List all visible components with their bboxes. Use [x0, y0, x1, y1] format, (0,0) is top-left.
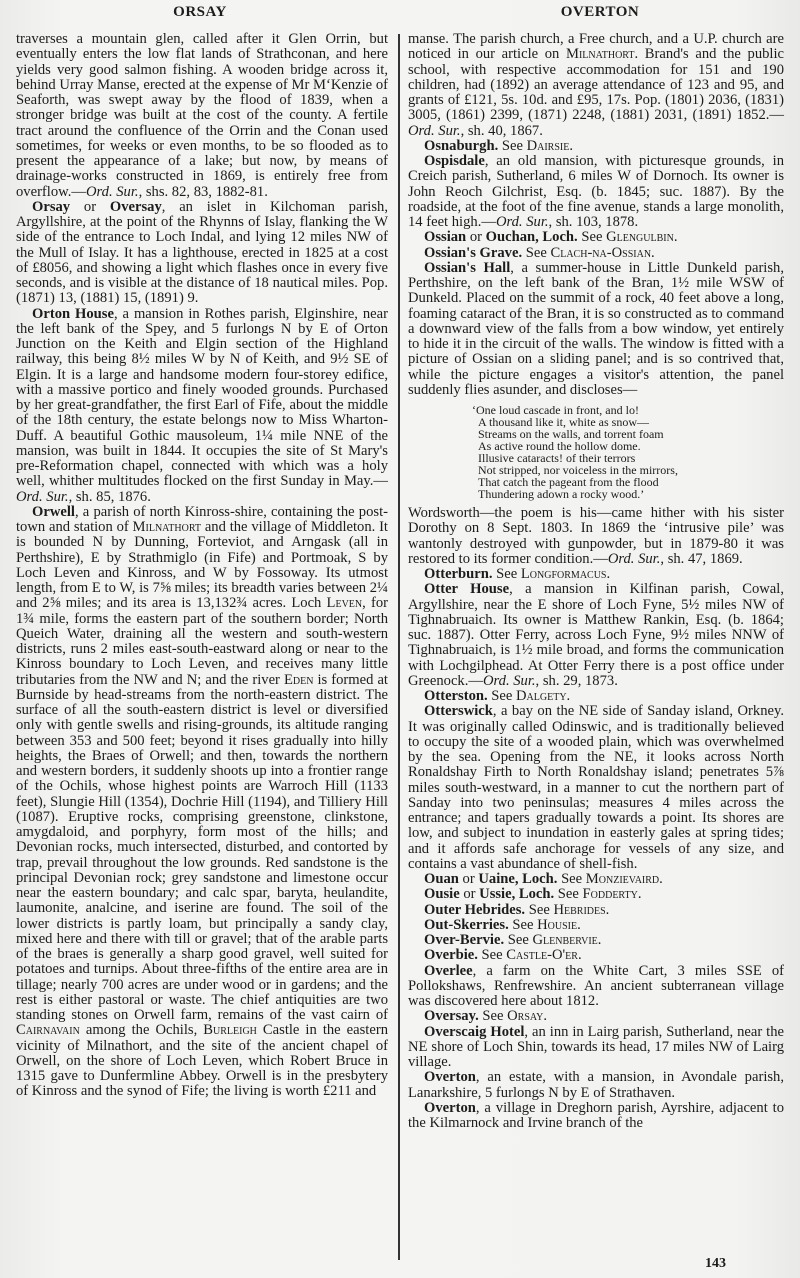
page-number: 143 — [705, 1256, 726, 1271]
cross-reference: Burleigh — [203, 1022, 257, 1039]
entry-heading: Otterston. — [424, 688, 488, 704]
poem-line: Illusive cataracts! of their terrors — [478, 451, 636, 465]
right-column-before-poem — [408, 32, 784, 398]
body-text: . — [543, 1008, 548, 1025]
entry-heading: Uaine, Loch. — [478, 871, 558, 887]
body-text: manse. The parish church, a Free church, and a U.P. church are noticed in our article on — [408, 31, 784, 63]
body-text: See — [498, 137, 527, 154]
body-text: or — [458, 871, 479, 887]
cross-reference: Hebrides — [553, 901, 606, 918]
body-text: See — [477, 947, 507, 964]
cross-reference: Cairnavain — [16, 1022, 80, 1039]
entry-heading: Out-Skerries. — [424, 916, 509, 933]
body-text: See — [522, 244, 551, 261]
body-text: . — [577, 916, 581, 933]
entry-heading: Orton House — [32, 305, 114, 322]
gazetteer-entry — [408, 154, 784, 230]
right-column-after-poem — [408, 506, 784, 1131]
body-text: , shs. 82, 83, 1882-81. — [138, 183, 268, 200]
gazetteer-entry — [408, 872, 784, 887]
gazetteer-entry — [408, 933, 784, 948]
body-text: , a summer-house in Little Dunkeld parish, Perthshire, on the left bank of the Bran, 1½ mile WSW of Dunkeld. Placed on the summit of a rock, 40 feet above a long, foaming cataract of the Bran, it is so constructed as to command a downward view of the falls from a bow window, yet entirely to hide it in the circuit of the walls. The window is fitted with a picture of Ossian on a sliding panel; and is so contrived that, while the picture engages a visitor's attention, the panel suddenly flies asunder, and discloses— — [408, 259, 784, 398]
entry-heading: Ouan — [424, 871, 459, 887]
body-text: See — [525, 901, 554, 918]
cross-reference: Fodderty — [582, 886, 638, 903]
right-column — [408, 32, 784, 1131]
poem-line: Thundering adown a rocky wood.’ — [478, 487, 645, 501]
body-text: is formed at Burnside by head-streams from the north-eastern district. The surface of all the south-eastern district is level or diversified only with gentle swells and rising-grounds, its altitude ranging between 353 and 500 feet; beyond it rises gradually into hilly heights, the Braes of Orwell; and then, towards the northern and western borders, it suddenly shoots up into a frontier range of the Ochils, whose highest points are Warroch Hill (1133 feet), Slungie Hill (1354), Dochrie Hill (1194), and Tilliery Hill (1087). Eruptive rocks, comprising greenstone, clinkstone, amygdaloid, and porphyry, form most of the hills; and Devonian rocks, much intersected, disturbed, and contorted by trap, prevail throughout the low grounds. Red sandstone is the principal Devonian rock; grey sandstone and limestone occur near the eastern boundary; and calc spar, baryta, heulandite, laumonite, analcine, and iserine are found. The soil of the lower districts is partly loam, but principally a sandy clay, mixed here and there with till or gravel; that of the arable parts of the braes is generally a sharp good gravel, well suited for potatoes and turnips. About three-fifths of the entire area are in tillage; nearly 700 acres are under wood or in gardens; and the rest is either pastoral or waste. The chief antiquities are two standing stones on Orwell farm, remains of the vast cairn of — [16, 671, 388, 1023]
body-text: , for 1¾ mile, forms the eastern part of the southern border; North Queich Water, draining all the western and south-western districts, runs 2 miles east-south-eastward along or near to the Kinross boundary to Loch Leven, and receives many little tributaries from the NW and N; and the river — [16, 595, 388, 688]
body-text: or — [459, 886, 480, 903]
gazetteer-entry — [408, 887, 784, 902]
body-text: . — [659, 871, 663, 887]
entry-heading: Overbie. — [424, 947, 478, 964]
entry-heading: Oversay. — [424, 1008, 479, 1025]
entry-heading: Ousie — [424, 886, 460, 903]
entry-heading: Otterswick — [424, 703, 493, 720]
citation-italic: Ord. Sur. — [408, 122, 461, 139]
body-text: traverses a mountain glen, called after it Glen Orrin, but eventually enters the low flat lands of Strathconan, and here yields very good salmon fishing. A wooden bridge across it, behind Urray Manse, erected at the expense of Mr M‘Kenzie of Seaforth, was swept away by the flood of 1839, when a stronger bridge was built at the cost of the county. A fertile tract around the confluence of the Orrin and the Conan used sometimes, for weeks or even months, to be so flooded as to present the appearance of a lake; but now, by means of drainage-works constructed in 1869, is entirely free from overflow.— — [16, 31, 388, 200]
citation-italic: Ord. Sur. — [85, 183, 139, 200]
body-text: , a parish of north Kinross-shire, containing the post-town and station of — [16, 503, 388, 535]
running-head-left: ORSAY — [173, 4, 227, 20]
entry-heading: Ossian's Hall — [424, 259, 511, 276]
body-text: . Brand's and the public school, with respective accommodation for 151 and 190 children, had (1892) an average attendance of 123 and 95, and grants of £121, 5s. 10d. and £95, 17s. Pop. (1801) 2036, (1831) 3005, (1861) 2399, (1871) 2248, (1881) 2031, (1891) 1852.— — [408, 46, 784, 124]
cross-reference: Monzievaird — [585, 871, 660, 887]
entry-heading: Ossian's Grave. — [424, 244, 523, 261]
entry-heading: Overlee — [424, 962, 473, 979]
gazetteer-entry — [408, 1025, 784, 1071]
cross-reference: Eden — [283, 671, 314, 688]
body-text: See — [577, 229, 607, 246]
body-text: , a bay on the NE side of Sanday island, Orkney. It was originally called Odinswic, and is traditionally believed to occupy the site of a wooded plain, which was overwhelmed by the sea. Opening from the NE, it looks across North Ronaldshay Firth to North Ronaldshay island; penetrates 5⅞ miles south-westward, in a manner to cut the northern part of Sanday into two peninsulas; measures 4 miles across the entrance; and tapers gradually towards a point. Its shores are low, and subject to inundation in easterly gales at spring tides; and it affords safe anchorage for vessels of any size, and contains a vast abundance of shell-fish. — [408, 703, 784, 872]
poem-line: Streams on the walls, and torrent foam — [478, 427, 664, 441]
entry-heading: Outer Hebrides. — [424, 901, 526, 918]
cross-reference: Castle-O'er — [506, 947, 578, 964]
body-text: or — [70, 198, 110, 215]
body-text: and the village of Middleton. It is bounded N by Dunning, Forteviot, and Arngask (all in Perthshire), E by Strathmiglo (in Fife) and Portmoak, S by Loch Leven and Kinross, and W by Fossoway. Its utmost length, from E to W, is 7⅝ miles; its breadth varies between 2¼ and 2⅝ miles; and its area is 13,132¾ acres. Loch — [16, 519, 388, 612]
gazetteer-entry — [408, 689, 784, 704]
cross-reference: Dalgety — [516, 688, 567, 704]
body-text: . — [577, 947, 582, 964]
poem-line: ‘One loud cascade in front, and lo! — [472, 403, 639, 417]
body-text: Castle in the eastern vicinity of Milnathort, and the site of the ancient chapel of Orwell, on the shore of Loch Leven, which Robert Bruce in 1315 gave to Dunfermline Abbey. Orwell is in the presbytery of Kinross and the synod of Fife; the living is worth £211 and — [16, 1022, 388, 1100]
cross-reference: Orsay — [507, 1008, 544, 1025]
left-column — [16, 32, 388, 1100]
poem-line: A thousand like it, white as snow— — [478, 415, 649, 429]
body-text: See — [504, 932, 533, 948]
citation-italic: Ord. Sur. — [495, 214, 549, 230]
gazetteer-entry — [408, 1101, 784, 1132]
entry-heading: Otterburn. — [424, 566, 493, 582]
column-divider — [398, 34, 400, 1260]
body-text: or — [466, 229, 486, 246]
entry-heading: Overton — [424, 1099, 476, 1116]
gazetteer-entry — [408, 230, 784, 245]
cross-reference: Glengulbin — [606, 229, 674, 246]
body-text: , sh. 47, 1869. — [660, 550, 743, 567]
poem-quotation — [472, 403, 784, 501]
cross-reference: Clach-na-Ossian — [550, 244, 652, 261]
cross-reference: Dairsie — [526, 137, 570, 154]
gazetteer-entry — [408, 139, 784, 154]
body-text: See — [492, 566, 521, 582]
body-text: . — [606, 566, 611, 582]
entry-heading: Osnaburgh. — [424, 137, 499, 154]
entry-heading: Ussie, Loch. — [479, 886, 555, 903]
entry-heading: Otter House — [424, 581, 510, 598]
gazetteer-entry — [408, 918, 784, 933]
poem-line: That catch the pageant from the flood — [478, 475, 659, 489]
continued-paragraph — [16, 32, 388, 200]
gazetteer-entry — [408, 567, 784, 582]
entry-heading: Overton — [424, 1069, 476, 1086]
entry-heading: Ouchan, Loch. — [485, 229, 578, 246]
citation-italic: Ord. Sur. — [482, 672, 536, 689]
entry-heading: Ossian — [424, 229, 467, 246]
continued-paragraph — [408, 32, 784, 139]
gazetteer-entry — [408, 246, 784, 261]
body-text: , sh. 40, 1867. — [460, 122, 543, 139]
gazetteer-entry — [16, 505, 388, 1100]
gazetteer-entry — [408, 964, 784, 1010]
body-text: , an estate, with a mansion, in Avondale parish, Lanarkshire, 5 furlongs N by E of Strathaven. — [408, 1069, 784, 1101]
cross-reference: Glenbervie — [532, 932, 598, 948]
gazetteer-entry — [16, 307, 388, 505]
body-text: See — [557, 871, 586, 887]
body-text: . — [605, 901, 610, 918]
body-text: See — [508, 916, 538, 933]
cross-reference: Housie — [537, 916, 578, 933]
body-text: . — [597, 932, 602, 948]
body-text: , a farm on the White Cart, 3 miles SSE of Pollokshaws, Renfrewshire. An ancient subterranean village was discovered here about 1812. — [408, 962, 784, 1009]
body-text: , a mansion in Rothes parish, Elginshire, near the left bank of the Spey, and 5 furlongs N by E of Orton Junction on the Keith and Elgin section of the Highland railway, this being 8½ miles W by N of Keith, and 9½ SE of Elgin. It is a large and handsome modern four-storey edifice, with a massive portico and finely wooded grounds. Purchased by her great-grandfather, the first Earl of Fife, about the middle of the 18th century, the estate belongs now to Miss Wharton-Duff. A beautiful Gothic mausoleum, 1¼ mile NNE of the mansion, was built in 1844. It occupies the site of St Mary's pre-Reformation chapel, connected with which was a holy well, whither multitudes flocked on the first Sunday in May.— — [16, 305, 388, 490]
body-text: See — [554, 886, 583, 903]
body-text: , a mansion in Kilfinan parish, Cowal, Argyllshire, near the E shore of Loch Fyne, 5½ miles NW of Tighnabruaich. Its owner is Matthew Rankin, Esq. (b. 1864; suc. 1887). Otter Ferry, across Loch Fyne, 9½ miles NNW of Tighnabruaich, is 1½ mile broad, and forms the communication with Lochgilphead. At Otter Ferry there is a post office under Greenock.— — [408, 581, 784, 689]
gazetteer-entry — [408, 1070, 784, 1101]
gazetteer-entry — [408, 582, 784, 689]
body-text: Wordsworth—the poem is his—came hither with his sister Dorothy on 8 Sept. 1803. In 1869 the ‘intrusive pile’ was wantonly destroyed with gunpowder, but in 1879-80 it was restored to its former condition.— — [408, 505, 784, 567]
body-text: See — [487, 688, 517, 704]
citation-italic: Ord. Sur. — [16, 488, 69, 505]
entry-heading: Orsay — [32, 198, 71, 215]
body-text: among the Ochils, — [79, 1022, 204, 1039]
cross-reference: Longformacus — [520, 566, 607, 582]
body-text: . — [566, 688, 571, 704]
entry-heading: Overscaig Hotel — [424, 1023, 525, 1040]
body-text: . — [651, 244, 655, 261]
gazetteer-entry — [16, 200, 388, 307]
body-text: , an inn in Lairg parish, Sutherland, near the NE shore of Loch Shin, towards its head, 17 miles NW of Lairg village. — [408, 1023, 784, 1070]
continued-paragraph — [408, 506, 784, 567]
running-head-right: OVERTON — [560, 4, 640, 20]
gazetteer-entry — [408, 903, 784, 918]
body-text: , an islet in Kilchoman parish, Argyllshire, at the point of the Rhynns of Islay, flanking the W side of the entrance to Loch Indal, and lying 12 miles NW of the Mull of Islay. It has a lighthouse, erected in 1825 at a cost of £8056, and showing a light which flashes once in every five seconds, and is visible at the distance of 18 nautical miles. Pop. (1871) 13, (1881) 15, (1891) 9. — [16, 198, 388, 307]
poem-line: As active round the hollow dome. — [478, 439, 641, 453]
entry-heading: Orwell — [32, 503, 75, 520]
poem-line: Not stripped, nor voiceless in the mirrors, — [478, 463, 678, 477]
body-text: , sh. 29, 1873. — [535, 672, 618, 689]
gazetteer-entry — [408, 261, 784, 398]
citation-italic: Ord. Sur. — [607, 550, 661, 567]
cross-reference: Milnathort — [565, 46, 635, 63]
entry-heading: Ospisdale — [424, 153, 485, 169]
cross-reference: Leven — [326, 595, 363, 612]
cross-reference: Milnathort — [132, 519, 202, 535]
body-text: . — [569, 137, 574, 154]
gazetteer-entry — [408, 1009, 784, 1024]
entry-heading: Oversay — [109, 198, 162, 215]
body-text: , an old mansion, with picturesque grounds, in Creich parish, Sutherland, 6 miles W of Dornoch. Its owner is John Reoch Gilchrist, Esq. (b. 1845; suc. 1887). By the roadside, at the foot of the fine avenue, stands a large monolith, 14 feet high.— — [408, 153, 784, 230]
body-text: . — [673, 229, 678, 246]
body-text: See — [478, 1008, 508, 1025]
gazetteer-entry — [408, 704, 784, 872]
entry-heading: Over-Bervie. — [424, 932, 505, 948]
body-text: , sh. 103, 1878. — [548, 214, 639, 230]
gazetteer-entry — [408, 948, 784, 963]
body-text: , a village in Dreghorn parish, Ayrshire, adjacent to the Kilmarnock and Irvine branch of the — [408, 1099, 784, 1131]
body-text: . — [637, 886, 642, 903]
body-text: , sh. 85, 1876. — [68, 488, 151, 505]
